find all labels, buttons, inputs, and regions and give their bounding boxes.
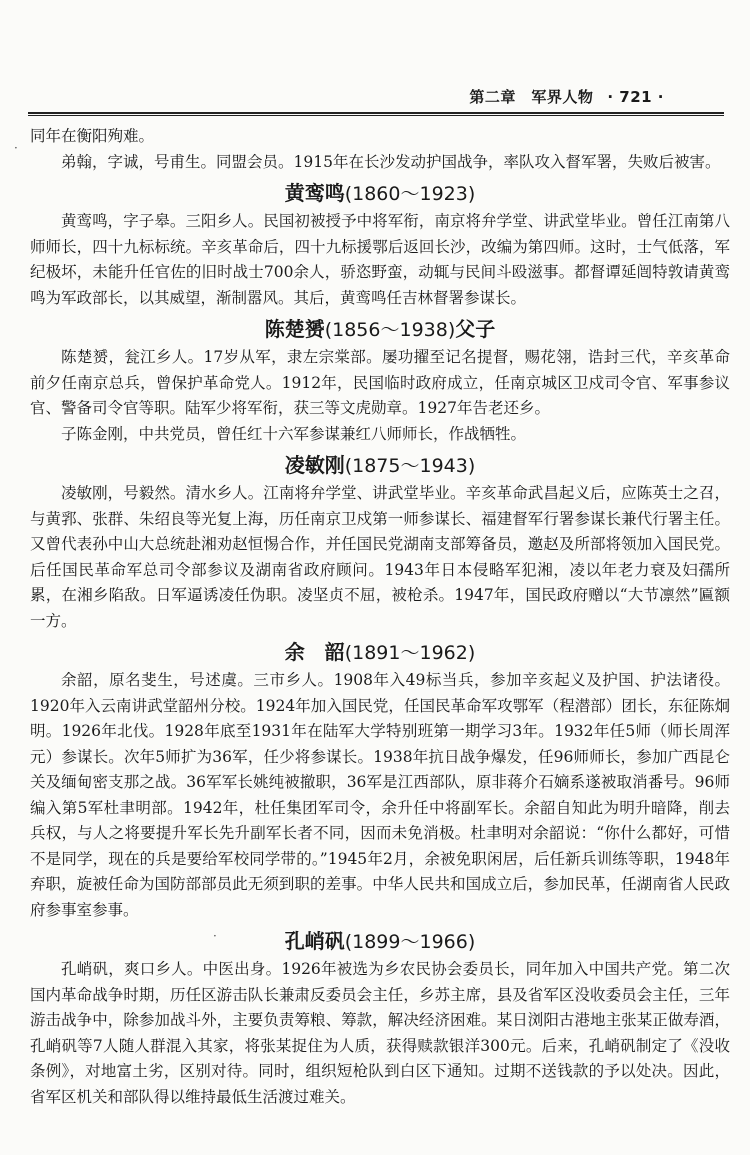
paragraph: 孔峭矾，爽口乡人。中医出身。1926年被选为乡农民协会委员长，同年加入中国共产党。第二次国内革命战争时期，历任区游击队长兼肃反委员会主任，乡苏主席，县及省军区没收委员会主任，三年游击战争中，除参加战斗外，主要负责筹粮、筹款，解决经济困难。某日浏阳古港地主张某正做寿酒，孔峭矾等7人随人群混入其家，将张某捉住为人质，获得赎款银洋300元。后来，孔峭矾制定了《没收条例》，对地富土劣，区别对待。同时，组织短枪队到白区下通知。过期不送钱款的予以处决。因此，省军区机关和部队得以维持最低生活渡过难关。 [30,960,730,1106]
page-body [30,124,730,1110]
running-header [469,86,664,107]
paragraph: 黄鸾鸣，字子皋。三阳乡人。民国初被授予中将军衔，南京将弁学堂、讲武堂毕业。曾任江南第八师师长，四十九标标统。辛亥革命后，四十九标援鄂后返回长沙，改编为第四师。这时，士气低落，军纪极坏，未能升任官佐的旧时战士700余人，骄恣野蛮，动辄与民间斗殴滋事。都督谭延闿特敦请黄鸾鸣为军政部长，以其威望，渐制嚣风。其后，黄鸾鸣任吉林督署参谋长。 [30,212,730,307]
entry-dates: (1860～1923) [344,183,476,205]
margin-dot: · [213,929,217,943]
paragraph: 余韶，原名斐生，号述虞。三市乡人。1908年入49标当兵，参加辛亥起义及护国、护法诸役。1920年入云南讲武堂韶州分校。1924年加入国民党，任国民革命军攻鄂军（程潜部）团长，东征陈炯明。1926年北伐。1928年底至1931年在陆军大学特别班第一期学习3年。1932年任5师（师长周浑元）参谋长。次年5师扩为36军，任少将参谋长。1938年抗日战争爆发，任96师师长，参加广西昆仑关及缅甸密支那之战。36军军长姚纯被撤职，36军是江西部队，原非蒋介石嫡系遂被取消番号。96师编入第5军杜聿明部。1942年，杜任集团军司令，余升任中将副军长。余韶自知此为明升暗降，削去兵权，与人之将要提升军长先升副军长者不同，因而未免消极。杜聿明对余韶说：“你什么都好，可惜不是同学，现在的兵是要给军校同学带的。”1945年2月，余被免职闲居，后任新兵训练等职，1948年弃职，旋被任命为国防部部员此无须到职的差事。中华人民共和国成立后，参加民革，任湖南省人民政府参事室参事。 [30,671,730,919]
page-number: · 721 · [607,88,664,106]
paragraph: 凌敏刚，号毅然。清水乡人。江南将弁学堂、讲武堂毕业。辛亥革命武昌起义后，应陈英士之召，与黄郛、张群、朱绍良等光复上海，历任南京卫戍第一师参谋长、福建督军行署参谋长兼代行署主任。又曾代表孙中山大总统赴湘劝赵恒惕合作，并任国民党湖南支部筹备员，邀赵及所部将领加入国民党。后任国民革命军总司令部参议及湖南省政府顾问。1943年日本侵略军犯湘，凌以年老力衰及妇孺所累，在湘乡陷敌。日军逼诱凌任伪职。凌坚贞不屈，被枪杀。1947年，国民政府赠以“大节凛然”匾额一方。 [30,484,730,630]
paragraph: 陈楚赟，瓮江乡人。17岁从军，隶左宗棠部。屡功擢至记名提督，赐花翎，诰封三代，辛亥革命前夕任南京总兵，曾保护革命党人。1912年，民国临时政府成立，任南京城区卫戍司令官、军事参议官、警备司令官等职。陆军少将军衔，获三等文虎勋章。1927年告老还乡。 [30,348,730,417]
entry-heading [30,314,730,345]
entry-name: 余 韶 [284,640,345,664]
entry-dates: (1891～1962) [344,642,476,664]
paragraph: 子陈金刚，中共党员，曾任红十六军参谋兼红八师师长，作战牺牲。 [61,424,527,443]
margin-dot: · [14,141,18,155]
header-rule [28,112,724,114]
entry-name: 陈楚赟 [264,317,325,341]
paragraph: 弟翰，字诚，号甫生。同盟会员。1915年在长沙发动护国战争，率队攻入督军署，失败后被害。 [61,152,721,171]
header-rule-thin [28,115,724,116]
entry-heading [30,926,730,957]
entry-heading [30,450,730,481]
paragraph: 同年在衡阳殉难。 [30,127,155,145]
entry-name: 孔峭矾 [284,929,345,953]
entry-dates: (1899～1966) [344,931,476,953]
entry-suffix: 父子 [455,317,496,341]
entry-heading [30,178,730,209]
entry-name: 黄鸾鸣 [284,181,345,205]
entry-dates: (1875～1943) [344,455,476,477]
chapter-title: 第二章 军界人物 [469,88,594,106]
entry-heading [30,637,730,668]
entry-name: 凌敏刚 [284,453,345,477]
entry-dates: (1856～1938) [324,319,456,341]
